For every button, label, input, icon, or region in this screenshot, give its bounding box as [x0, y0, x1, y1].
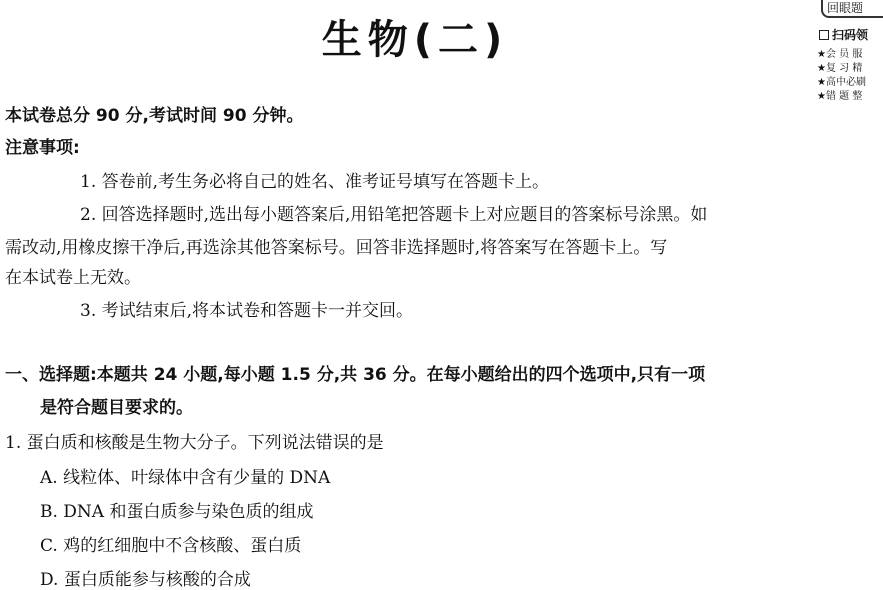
scan-label — [819, 26, 868, 43]
question-1-option-d: D. 蛋白质能参与核酸的合成 — [40, 570, 251, 590]
question-1-option-c: C. 鸡的红细胞中不含核酸、蛋白质 — [40, 536, 302, 556]
exam-intro: 本试卷总分 90 分,考试时间 90 分钟。 — [5, 106, 304, 126]
notice-item-2-line-2: 需改动,用橡皮擦干净后,再选涂其他答案标号。回答非选择题时,将答案写在答题卡上。写 — [5, 238, 668, 258]
corner-item: ★复 习 精 — [817, 63, 863, 74]
corner-item: ★高中必刷 — [817, 77, 866, 88]
page-title: 生物(二) — [321, 17, 509, 63]
question-1-option-a: A. 线粒体、叶绿体中含有少量的 DNA — [40, 468, 331, 488]
notice-item-1: 1. 答卷前,考生务必将自己的姓名、准考证号填写在答题卡上。 — [80, 172, 550, 192]
notice-item-2-line-3: 在本试卷上无效。 — [5, 268, 141, 288]
corner-code-box: 回眼题 — [821, 0, 883, 18]
qr-code-icon — [819, 30, 829, 40]
question-1-stem: 1. 蛋白质和核酸是生物大分子。下列说法错误的是 — [5, 433, 384, 453]
corner-item: ★错 题 整 — [817, 91, 863, 102]
section-heading-line-2: 是符合题目要求的。 — [40, 398, 193, 418]
notice-item-2-line-1: 2. 回答选择题时,选出每小题答案后,用铅笔把答题卡上对应题目的答案标号涂黑。如 — [80, 205, 708, 225]
corner-list — [817, 48, 866, 104]
notice-heading: 注意事项: — [5, 138, 80, 158]
scan-label-text: 扫码领 — [832, 28, 869, 42]
question-1-option-b: B. DNA 和蛋白质参与染色质的组成 — [40, 502, 314, 522]
section-heading-line-1: 一、选择题:本题共 24 小题,每小题 1.5 分,共 36 分。在每小题给出的四个选项中,只有一项 — [5, 365, 706, 385]
notice-item-3: 3. 考试结束后,将本试卷和答题卡一并交回。 — [80, 301, 414, 321]
corner-item: ★会 员 服 — [817, 49, 863, 60]
corner-stamp — [813, 0, 883, 112]
